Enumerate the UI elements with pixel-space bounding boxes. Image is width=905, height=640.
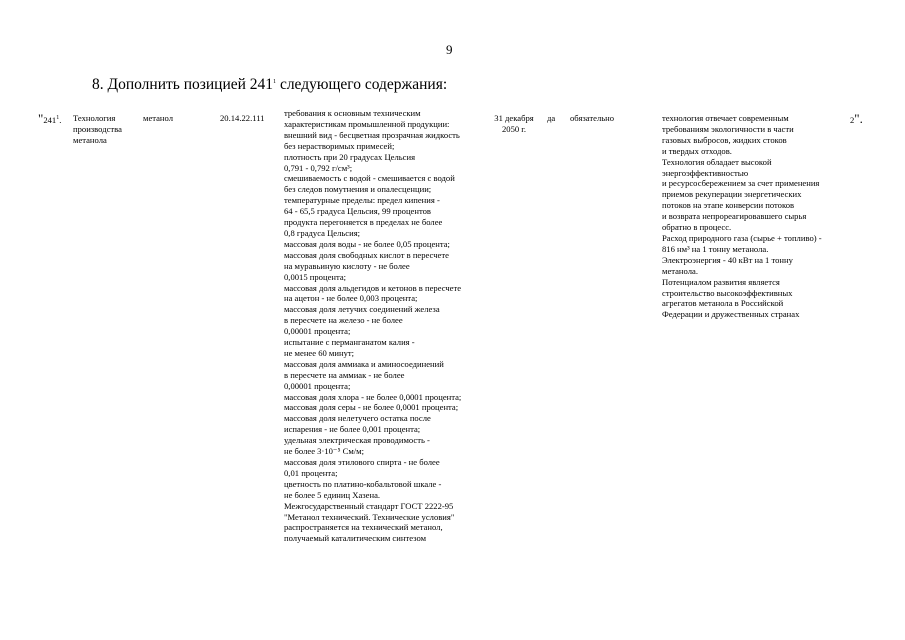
note-line: метанола.: [662, 265, 698, 276]
position-number: 241: [43, 115, 57, 125]
note-line: Потенциалом развития является: [662, 276, 780, 287]
note-line: обратно в процесс.: [662, 222, 732, 233]
note-line: Федерации и дружественных странах: [662, 309, 800, 320]
requirements-line: не более 5 единиц Хазена.: [284, 489, 381, 500]
requirements-line: массовая доля летучих соединений железа: [284, 304, 440, 315]
requirements-line: удельная электрическая проводимость -: [284, 435, 430, 446]
requirements-line: температурные пределы: предел кипения -: [284, 195, 440, 206]
note-line: технология отвечает современным: [662, 113, 789, 123]
note-cell: [662, 113, 850, 320]
page-number: 9: [446, 42, 453, 57]
position-number-superscript: 1: [56, 115, 60, 122]
requirements-line: не более 3·10⁻⁵ См/м;: [284, 446, 364, 457]
requirements-line: "Метанол технический. Технические условия": [284, 511, 455, 522]
requirements-line: массовая доля серы - не более 0,0001 процента;: [284, 402, 459, 413]
end-cell: [850, 112, 863, 126]
requirements-line: смешиваемость с водой - смешивается с водой: [284, 173, 455, 184]
requirements-line: массовая доля альдегидов и кетонов в пересчете: [284, 282, 462, 293]
heading-text-rest: следующего содержания:: [276, 76, 448, 93]
position-number-cell: [38, 112, 61, 126]
requirements-line: характеристикам промышленной продукции:: [284, 118, 450, 129]
requirements-line: 0,8 градуса Цельсия;: [284, 227, 361, 238]
requirements-line: внешний вид - бесцветная прозрачная жидкость: [284, 129, 460, 140]
requirements-line: массовая доля аммиака и аминосоединений: [284, 358, 444, 369]
requirements-line: в пересчете на железо - не более: [284, 315, 403, 326]
requirements-line: массовая доля нелетучего остатка после: [284, 413, 431, 424]
requirements-line: массовая доля воды - не более 0,05 процента;: [284, 238, 450, 249]
technology-name: Технология производства метанола: [73, 113, 122, 145]
requirements-line: без следов помутнения и опалесценции;: [284, 184, 432, 195]
requirements-cell: [284, 108, 494, 544]
note-line: Расход природного газа (сырье + топливо) -: [662, 232, 822, 243]
flag-value: да: [547, 113, 556, 123]
requirements-line: плотность при 20 градусах Цельсия: [284, 151, 416, 162]
requirements-line: продукта перегоняется в пределах не более: [284, 217, 443, 228]
requirements-line: на муравьиную кислоту - не более: [284, 260, 410, 271]
note-line: приемов рекуперации энергетических: [662, 189, 802, 200]
requirements-line: цветность по платино-кобальтовой шкале -: [284, 478, 442, 489]
note-line: потоков на этапе конверсии потоков: [662, 200, 795, 211]
end-quote: ".: [854, 111, 863, 126]
okpd-code: 20.14.22.111: [220, 113, 265, 123]
requirements-line: массовая доля свободных кислот в пересчете: [284, 249, 449, 260]
note-line: и ресурсосбережением за счет применения: [662, 178, 820, 189]
note-line: 816 нм³ на 1 тонну метанола.: [662, 243, 769, 254]
note-line: Электроэнергия - 40 кВт на 1 тонну: [662, 254, 793, 265]
requirements-line: массовая доля хлора - не более 0,0001 процента;: [284, 391, 462, 402]
requirements-line: 0,00001 процента;: [284, 380, 351, 391]
heading-text: 8. Дополнить позицией 241: [92, 76, 274, 93]
note-line: Технология обладает высокой: [662, 156, 772, 167]
end-number: 2: [850, 115, 855, 125]
requirements-line: получаемый каталитическим синтезом: [284, 533, 427, 544]
note-line: агрегатов метанола в Российской: [662, 298, 784, 309]
product-name: метанол: [143, 113, 173, 123]
requirements-line: распространяется на технический метанол,: [284, 522, 443, 533]
requirements-line: массовая доля этилового спирта - не более: [284, 457, 440, 467]
requirements-line: 0,0015 процента;: [284, 271, 347, 282]
requirements-line: требования к основным техническим: [284, 108, 421, 118]
note-line: требованиям экологичности в части: [662, 123, 794, 134]
requirements-line: испытание с перманганатом калия -: [284, 337, 415, 348]
deadline-date: 31 декабря 2050 г.: [494, 113, 534, 134]
requirements-line: 64 - 65,5 градуса Цельсия, 99 процентов: [284, 206, 431, 217]
note-line: газовых выбросов, жидких стоков: [662, 134, 787, 145]
heading-superscript: 1: [273, 78, 277, 85]
requirements-line: в пересчете на аммиак - не более: [284, 369, 405, 380]
requirements-line: не менее 60 минут;: [284, 347, 355, 358]
requirements-line: 0,01 процента;: [284, 467, 338, 478]
note-line: и возврата непрореагировавшего сырья: [662, 211, 807, 222]
note-line: строительство высокоэффективных: [662, 287, 793, 298]
requirements-line: 0,00001 процента;: [284, 326, 351, 337]
note-line: и твердых отходов.: [662, 145, 732, 156]
requirements-line: на ацетон - не более 0,003 процента;: [284, 293, 418, 304]
status-value: обязательно: [570, 113, 615, 123]
requirements-line: Межгосударственный стандарт ГОСТ 2222-95: [284, 500, 454, 511]
open-quote: ": [38, 111, 44, 126]
note-line: энергоэффективностью: [662, 167, 749, 178]
requirements-line: без нерастворимых примесей;: [284, 140, 395, 151]
requirements-line: 0,791 - 0,792 г/см³;: [284, 162, 353, 173]
page-heading: [92, 76, 447, 94]
requirements-line: испарения - не более 0,001 процента;: [284, 424, 421, 435]
position-number-suffix: .: [59, 115, 62, 125]
